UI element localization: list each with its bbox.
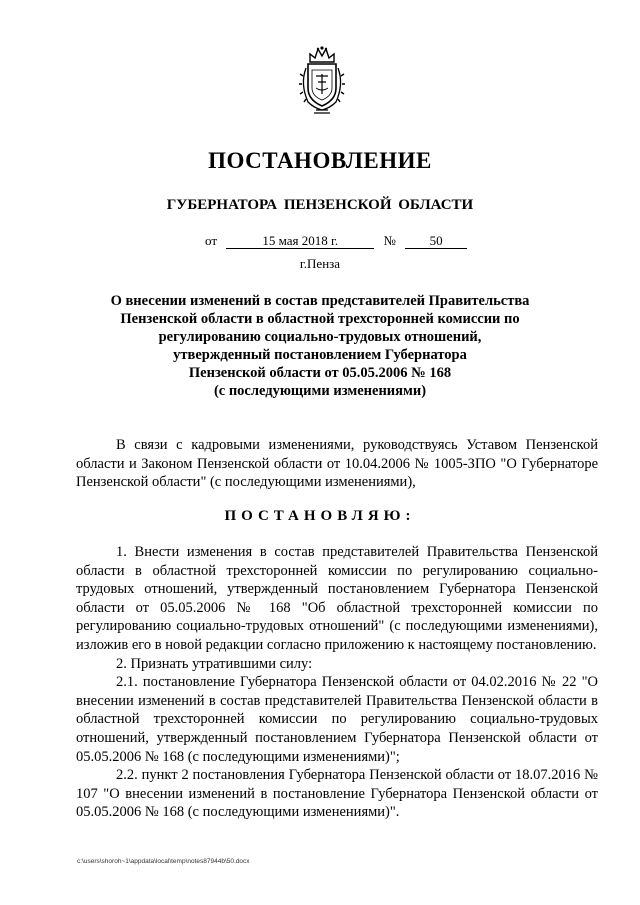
issuer-subtitle: ГУБЕРНАТОРА ПЕНЗЕНСКОЙ ОБЛАСТИ	[166, 197, 474, 213]
file-path-footer: c:\users\shoroh~1\appdata\local\temp\notes87944b\50.docx	[77, 858, 250, 865]
document-number: 50	[405, 234, 467, 249]
city-name: г.Пенза	[299, 256, 341, 271]
heading-line: утвержденный постановлением Губернатора	[173, 347, 467, 363]
penza-coat-of-arms-icon	[296, 44, 348, 116]
resolution-paragraph: 2.1. постановление Губернатора Пензенской области от 04.02.2016 № 22 "О внесении изменений в состав представителей Правительства Пензенской области в областной трехсторонней комиссии по регулированию социально-трудовых отношений, утвержденный постановлением Губернатора Пензенской области от 05.05.2006 № 168 (с последующими изменениями)";	[76, 674, 598, 765]
heading-line: О внесении изменений в состав представителей Правительства	[110, 293, 530, 309]
heading-line: Пензенской области от 05.05.2006 № 168	[188, 365, 452, 381]
heading-line: Пензенской области в областной трехсторонней комиссии по	[120, 311, 520, 327]
resolution-paragraph: 1. Внести изменения в состав представителей Правительства Пензенской области в областной трехсторонней комиссии по регулированию социально-трудовых отношений, утвержденный постановлением Губернатора Пензенской области от 05.05.2006 № 168 "Об областной трехсторонней комиссии по регулированию социально-трудовых отношений" (с последующими изменениями), изложив его в новой редакции согласно приложению к настоящему постановлению.	[76, 544, 598, 653]
heading-line: (с последующими изменениями)	[213, 383, 427, 399]
intro-text: В связи с кадровыми изменениями, руководствуясь Уставом Пензенской области и Законом Пензенской области от 10.04.2006 № 1005-ЗПО "О Губернаторе Пензенской области" (с последующими изменениями),	[76, 437, 598, 491]
date-number-line	[205, 233, 467, 249]
resolution-paragraph: 2.2. пункт 2 постановления Губернатора Пензенской области от 18.07.2016 № 107 "О внесении изменений в постановление Губернатора Пензенской области от 05.05.2006 № 168 (с последующими изменениями)".	[76, 767, 598, 821]
decree-word: ПОСТАНОВЛЯЮ:	[224, 508, 416, 524]
heading-line: регулированию социально-трудовых отношений,	[158, 329, 482, 345]
document-title: ПОСТАНОВЛЕНИЕ	[208, 148, 432, 173]
document-heading	[80, 292, 560, 400]
number-prefix: №	[383, 233, 396, 248]
resolution-body	[76, 543, 598, 822]
intro-paragraph	[76, 436, 598, 492]
document-date: 15 мая 2018 г.	[226, 234, 374, 249]
date-prefix: от	[205, 233, 218, 248]
resolution-paragraph: 2. Признать утратившими силу:	[116, 655, 313, 672]
